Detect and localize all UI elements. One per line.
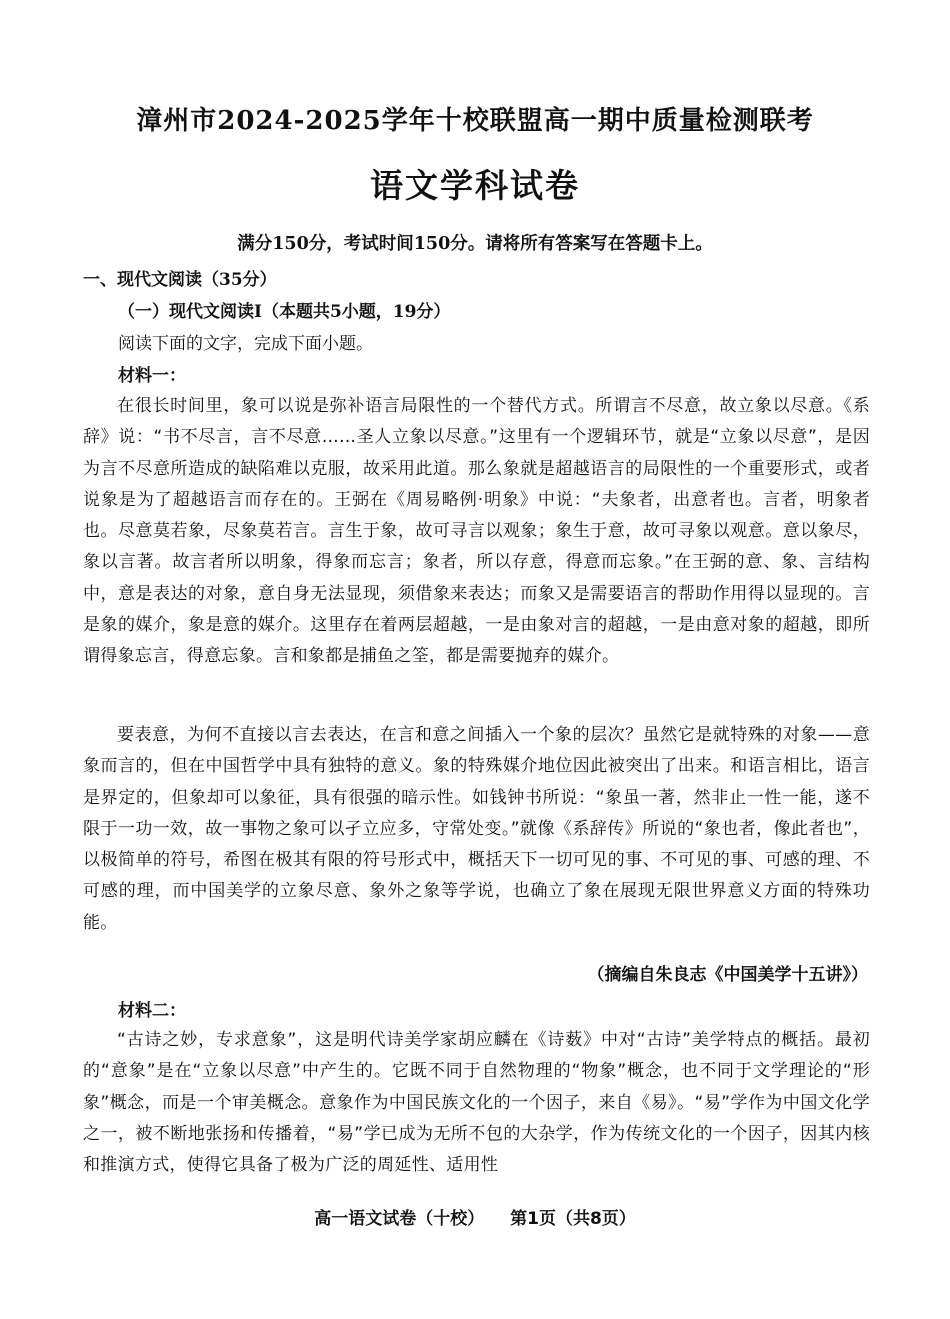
material-one-label: 材料一： [118, 366, 186, 386]
exam-title: 漳州市2024-2025学年十校联盟高一期中质量检测联考 [136, 106, 814, 136]
footer-page-number: 第1页（共8页） [510, 1209, 636, 1229]
subject-title: 语文学科试卷 [370, 166, 580, 205]
footer-paper-name: 高一语文试卷（十校） [314, 1209, 485, 1229]
material-two-paragraph-1: “古诗之妙，专求意象”，这是明代诗美学家胡应麟在《诗薮》中对“古诗”美学特点的概括。最初的“意象”是在“立象以尽意”中产生的。它既不同于自然物理的“物象”概念，也不同于文学理论的“形象”概念，而是一个审美概念。意象作为中国民族文化的一个因子，来自《易》。“易”学作为中国文化学之一，被不断地张扬和传播着，“易”学已成为无所不包的大杂学，作为传统文化的一个因子，因其内核和推演方式，使得它具备了极为广泛的周延性、适用性 [83, 1030, 870, 1176]
material-one-paragraph-2: 要表意，为何不直接以言去表达，在言和意之间插入一个象的层次？虽然它是就特殊的对象——意象而言的，但在中国哲学中具有独特的意义。象的特殊媒介地位因此被突出了出来。和语言相比，语言是界定的，但象却可以象征，具有很强的暗示性。如钱钟书所说：“象虽一著，然非止一性一能，遂不限于一功一效，故一事物之象可以孑立应多，守常处变。”就像《系辞传》所说的“象也者，像此者也”，以极简单的符号，希图在极其有限的符号形式中，概括天下一切可见的事、不可见的事、可感的理、不可感的理，而中国美学的立象尽意、象外之象等学说，也确立了象在展现无限世界意义方面的特殊功能。 [83, 725, 870, 933]
reading-instruction: 阅读下面的文字，完成下面小题。 [118, 334, 373, 354]
material-two-label: 材料二： [118, 1001, 186, 1021]
material-one-paragraph-1: 在很长时间里，象可以说是弥补语言局限性的一个替代方式。所谓言不尽意，故立象以尽意。《系辞》说：“书不尽言，言不尽意……圣人立象以尽意。”这里有一个逻辑环节，就是“立象以尽意”，是因为言不尽意所造成的缺陷难以克服，故采用此道。那么象就是超越语言的局限性的一个重要形式，或者说象是为了超越语言而存在的。王弼在《周易略例·明象》中说：“夫象者，出意者也。言者，明象者也。尽意莫若象，尽象莫若言。言生于象，故可寻言以观象；象生于意，故可寻象以观意。意以象尽，象以言著。故言者所以明象，得象而忘言；象者，所以存意，得意而忘象。”在王弼的意、象、言结构中，意是表达的对象，意自身无法显现，须借象来表达；而象又是需要语言的帮助作用得以显现的。言是象的媒介，象是意的媒介。这里存在着两层超越，一是由象对言的超越，一是由意对象的超越，即所谓得象忘言，得意忘象。言和象都是捕鱼之筌，都是需要抛弃的媒介。 [83, 396, 870, 667]
exam-instructions: 满分150分，考试时间150分。请将所有答案写在答题卡上。 [237, 234, 713, 254]
sub-section-heading: （一）现代文阅读Ⅰ（本题共5小题，19分） [118, 302, 451, 322]
page-footer [0, 1204, 950, 1229]
section-heading: 一、现代文阅读（35分） [83, 270, 277, 290]
material-one-source: （摘编自朱良志《中国美学十五讲》） [587, 965, 868, 985]
